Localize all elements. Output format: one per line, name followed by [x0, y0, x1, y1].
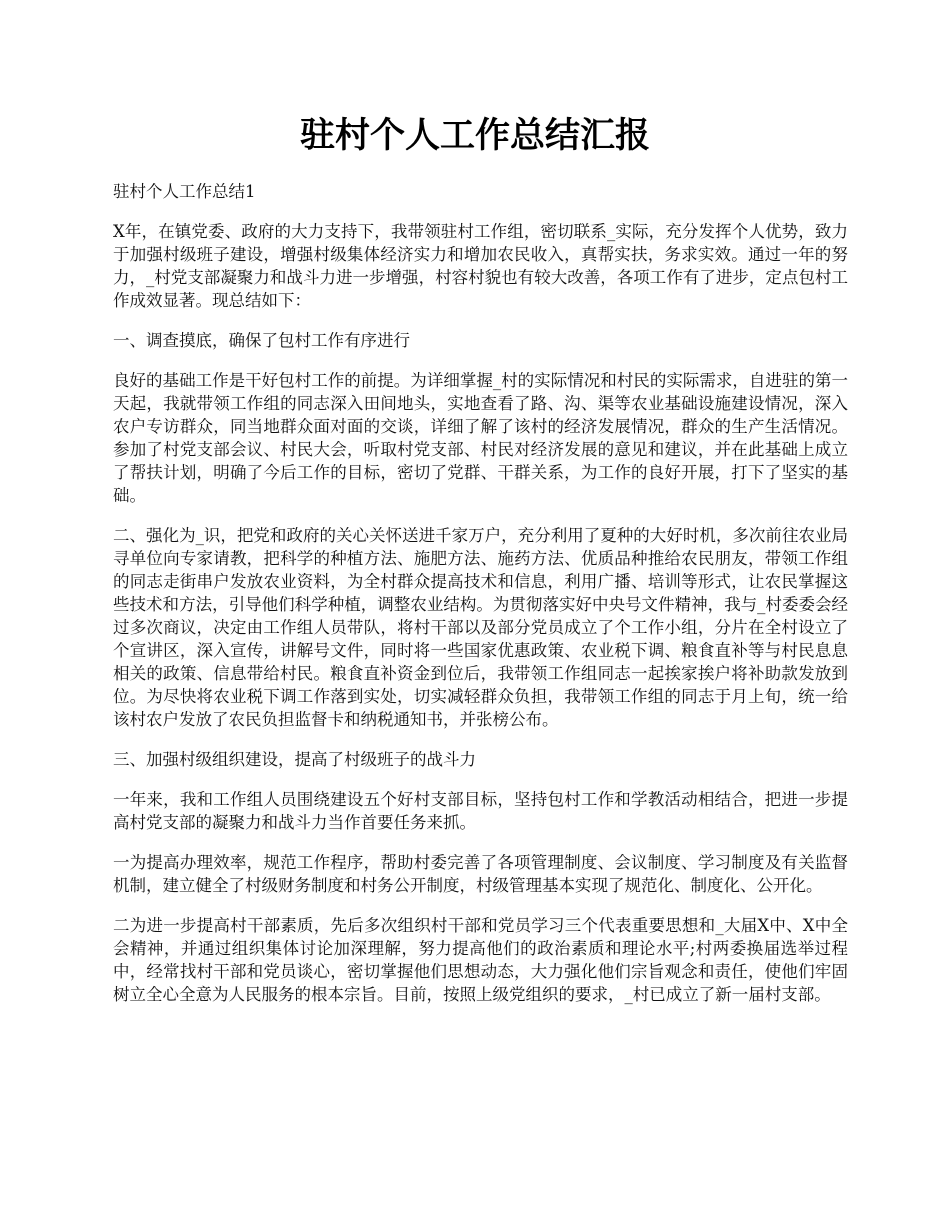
- section-1-paragraph: 良好的基础工作是干好包村工作的前提。为详细掌握_村的实际情况和村民的实际需求，自进驻的第一天起，我就带领工作组的同志深入田间地头，实地查看了路、沟、渠等农业基础设施建设情况，深入农户专访群众，同当地群众面对面的交谈，详细了解了该村的经济发展情况，群众的生产生活情况。参加了村党支部会议、村民大会，听取村党支部、村民对经济发展的意见和建议，并在此基础上成立了帮扶计划，明确了今后工作的目标，密切了党群、干群关系，为工作的良好开展，打下了坚实的基础。: [113, 371, 848, 505]
- document-body: [113, 180, 848, 1023]
- intro-paragraph: X年，在镇党委、政府的大力支持下，我带领驻村工作组，密切联系_实际，充分发挥个人优势，致力于加强村级班子建设，增强村级集体经济实力和增加农民收入，真帮实扶，务求实效。通过一年的努力，_村党支部凝聚力和战斗力进一步增强，村容村貌也有较大改善，各项工作有了进步，定点包村工作成效显著。现总结如下：: [113, 222, 848, 310]
- section-heading-1: 一、调查摸底，确保了包村工作有序进行: [113, 331, 410, 350]
- section-2-paragraph: 二、强化为_识，把党和政府的关心关怀送进千家万户，充分利用了夏种的大好时机，多次前往农业局寻单位向专家请教，把科学的种植方法、施肥方法、施药方法、优质品种推给农民朋友，带领工作组的同志走街串户发放农业资料，为全村群众提高技术和信息，利用广播、培训等形式，让农民掌握这些技术和方法，引导他们科学种植，调整农业结构。为贯彻落实好中央号文件精神，我与_村委委会经过多次商议，决定由工作组人员带队，将村干部以及部分党员成立了个工作小组，分片在全村设立了个宣讲区，深入宣传，讲解号文件，同时将一些国家优惠政策、农业税下调、粮食直补等与村民息息相关的政策、信息带给村民。粮食直补资金到位后，我带领工作组同志一起挨家挨户将补助款发放到位。为尽快将农业税下调工作落到实处，切实减轻群众负担，我带领工作组的同志于月上旬，统一给该村农户发放了农民负担监督卡和纳税通知书，并张榜公布。: [113, 526, 848, 729]
- section-heading-3: 三、加强村级组织建设，提高了村级班子的战斗力: [113, 750, 476, 769]
- section-3-paragraph: 一年来，我和工作组人员围绕建设五个好村支部目标，坚持包村工作和学教活动相结合，把进一步提高村党支部的凝聚力和战斗力当作首要任务来抓。: [113, 790, 848, 832]
- section-3-point-2: 二为进一步提高村干部素质，先后多次组织村干部和党员学习三个代表重要思想和_大届X中、X中全会精神，并通过组织集体讨论加深理解，努力提高他们的政治素质和理论水平;村两委换届选举过程中，经常找村干部和党员谈心，密切掌握他们思想动态，大力强化他们宗旨观念和责任，使他们牢固树立全心全意为人民服务的根本宗旨。目前，按照上级党组织的要求，_村已成立了新一届村支部。: [113, 916, 848, 1004]
- section-3-point-1: 一为提高办理效率，规范工作程序，帮助村委完善了各项管理制度、会议制度、学习制度及有关监督机制，建立健全了村级财务制度和村务公开制度，村级管理基本实现了规范化、制度化、公开化。: [113, 853, 848, 895]
- document-title: 驻村个人工作总结汇报: [299, 115, 650, 156]
- subtitle: 驻村个人工作总结1: [113, 182, 256, 201]
